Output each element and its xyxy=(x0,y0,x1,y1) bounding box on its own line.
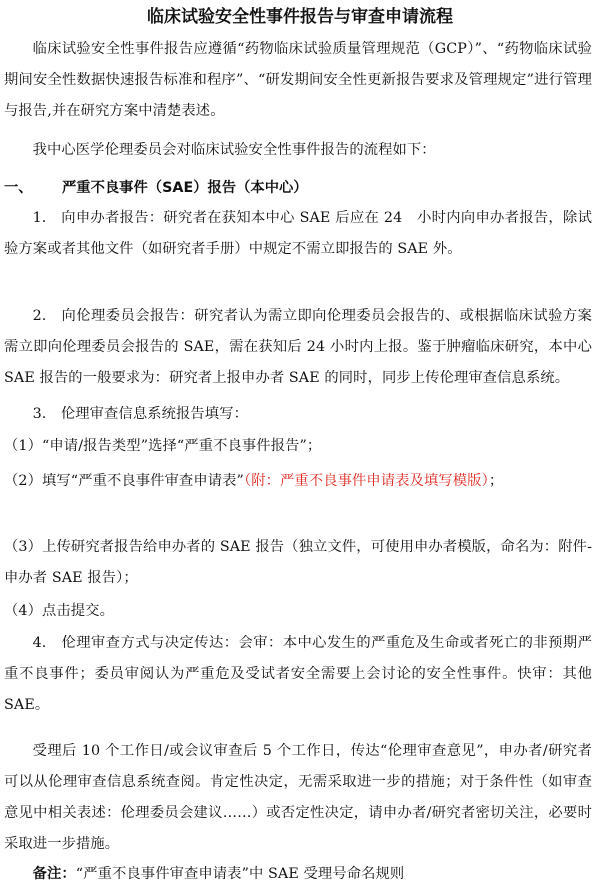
sub-item-2 xyxy=(4,466,592,497)
section-heading-1 xyxy=(4,176,592,200)
sub-item-1: （1）“申请/报告类型”选择“严重不良事件报告”； xyxy=(4,438,322,454)
closing-paragraph: 受理后 10 个工作日/或会议审查后 5 个工作日，传达“伦理审查意见”，申办者/研究者可以从伦理审查信息系统查阅。肯定性决定，无需采取进一步的措施；对于条件性（如审查意见中相关表述：伦理委员会建议……）或否定性决定，请申办者/研究者密切关注，必要时采取进一步措施。 xyxy=(4,743,592,852)
list-item-2: 2. 向伦理委员会报告：研究者认为需立即向伦理委员会报告的、或根据临床试验方案需立即向伦理委员会报告的 SAE，需在获知后 24 小时内上报。鉴于肿瘤临床研究，本中心 SAE 报告的一般要求为：研究者上报申办者 SAE 的同时，同步上传伦理审查信息系统。 xyxy=(4,308,592,386)
sub-item-4: （4）点击提交。 xyxy=(4,603,114,619)
attachment-note: （附：严重不良事件申请表及填写模版） xyxy=(243,473,489,489)
list-item-3: 3. 伦理审查信息系统报告填写： xyxy=(32,406,248,422)
section-number: 一、 xyxy=(4,180,33,196)
sub-item-3: （3）上传研究者报告给申办者的 SAE 报告（独立文件，可使用申办者模版，命名为：附件-申办者 SAE 报告）； xyxy=(4,539,592,586)
list-item-1: 1. 向申办者报告：研究者在获知本中心 SAE 后应在 24 小时内向申办者报告，除试验方案或者其他文件（如研究者手册）中规定不需立即报告的 SAE 外。 xyxy=(4,210,592,257)
list-item-4: 4. 伦理审查方式与决定传达：会审：本中心发生的严重危及生命或者死亡的非预期严重不良事件；委员审阅认为严重危及受试者安全需要上会讨论的安全性事件。快审：其他 SAE。 xyxy=(4,635,592,713)
note-text: “严重不良事件审查申请表”中 SAE 受理号命名规则 xyxy=(75,866,405,882)
sub-item-2-text: （2）填写“严重不良事件审查申请表” xyxy=(4,473,244,489)
sub-item-2-end: ； xyxy=(488,473,504,489)
document-title: 临床试验安全性事件报告与审查申请流程 xyxy=(147,7,453,27)
intro-paragraph: 临床试验安全性事件报告应遵循“药物临床试验质量管理规范（GCP）”、“药物临床试验期间安全性数据快速报告标准和程序”、“研发期间安全性更新报告要求及管理规定”进行管理与报告,并在研究方案中清楚表述。 xyxy=(4,41,592,119)
note-label: 备注： xyxy=(32,866,76,882)
section-title: 严重不良事件（SAE）报告（本中心） xyxy=(62,180,308,196)
intro-paragraph-2: 我中心医学伦理委员会对临床试验安全性事件报告的流程如下： xyxy=(32,142,436,158)
note-line xyxy=(4,859,592,890)
